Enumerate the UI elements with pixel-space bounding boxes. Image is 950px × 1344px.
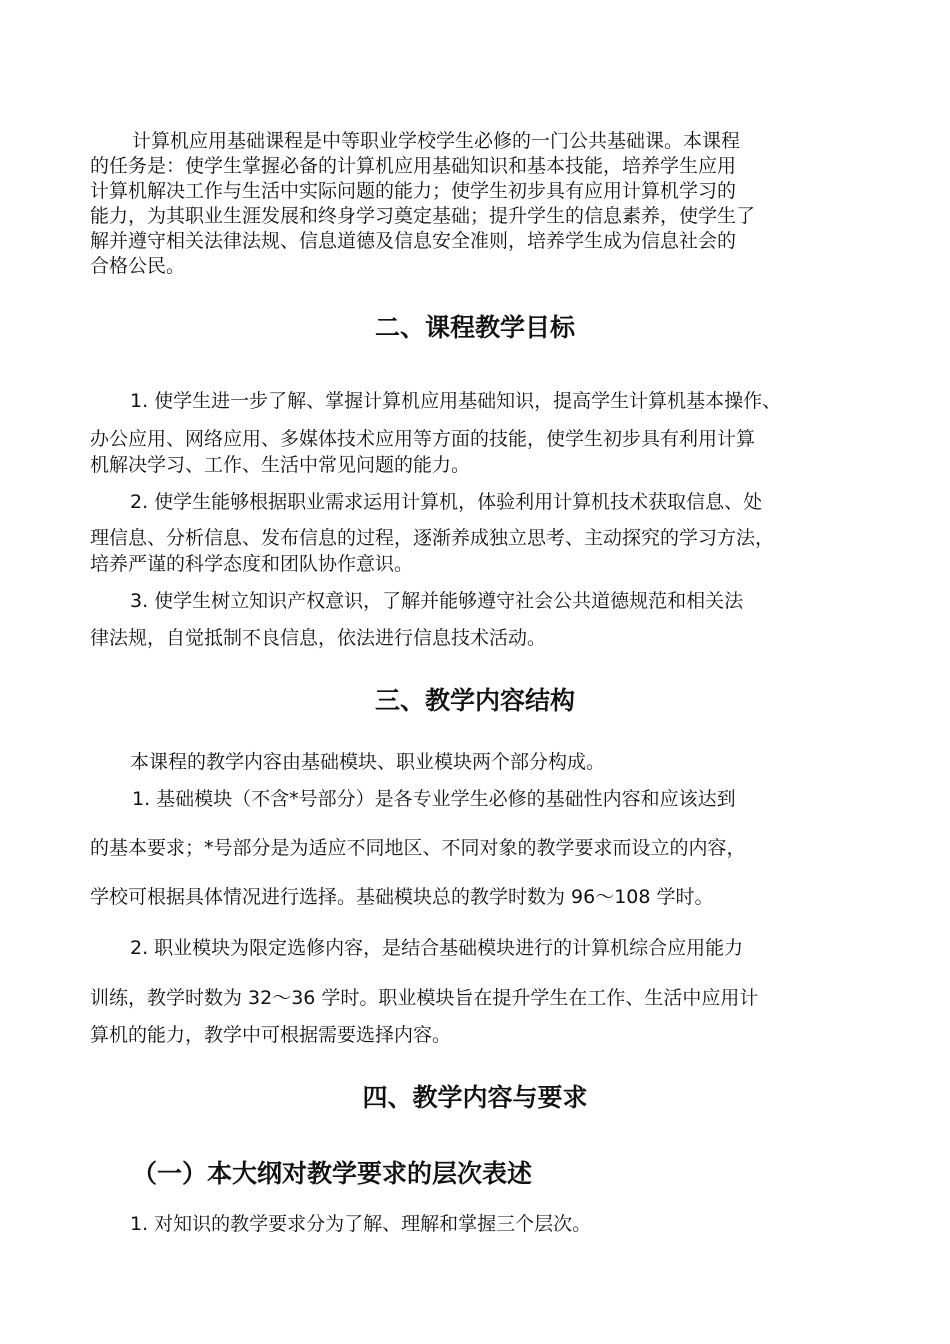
section-heading: 三、教学内容结构 [374,686,575,715]
text-line: 办公应用、网络应用、多媒体技术应用等方面的技能，使学生初步具有利用计算 [90,428,756,450]
text-line: 1. 基础模块（不含*号部分）是各专业学生必修的基础性内容和应该达到 [132,788,736,810]
text-line: 本课程的教学内容由基础模块、职业模块两个部分构成。 [130,751,606,773]
text-line: 解并遵守相关法律法规、信息道德及信息安全准则，培养学生成为信息社会的 [90,230,737,252]
text-line: 计算机应用基础课程是中等职业学校学生必修的一门公共基础课。本课程 [132,130,741,152]
text-line: 能力，为其职业生涯发展和终身学习奠定基础；提升学生的信息素养，使学生了 [90,205,756,227]
text-line: 的基本要求；*号部分是为适应不同地区、不同对象的教学要求而设立的内容， [90,837,746,859]
text-line: 3. 使学生树立知识产权意识，了解并能够遵守社会公共道德规范和相关法 [130,590,744,612]
text-line: 1. 对知识的教学要求分为了解、理解和掌握三个层次。 [130,1213,592,1235]
section-heading: 二、课程教学目标 [374,313,575,342]
text-line: 2. 使学生能够根据职业需求运用计算机，体验利用计算机技术获取信息、处 [130,491,763,513]
text-line: 算机的能力，教学中可根据需要选择内容。 [90,1024,452,1046]
section-heading: 四、教学内容与要求 [362,1083,588,1112]
text-line: 1. 使学生进一步了解、掌握计算机应用基础知识，提高学生计算机基本操作、 [130,390,782,412]
subsection-heading: （一）本大纲对教学要求的层次表述 [132,1159,533,1188]
text-line: 2. 职业模块为限定选修内容，是结合基础模块进行的计算机综合应用能力 [130,937,744,959]
text-line: 理信息、分析信息、发布信息的过程，逐渐养成独立思考、主动探究的学习方法， [90,527,775,549]
text-line: 机解决学习、工作、生活中常见问题的能力。 [90,454,471,476]
text-line: 计算机解决工作与生活中实际问题的能力；使学生初步具有应用计算机学习的 [90,180,737,202]
text-line: 培养严谨的科学态度和团队协作意识。 [90,553,414,575]
text-line: 律法规，自觉抵制不良信息，依法进行信息技术活动。 [90,627,547,649]
text-line: 学校可根据具体情况进行选择。基础模块总的教学时数为 96～108 学时。 [90,886,714,908]
text-line: 的任务是：使学生掌握必备的计算机应用基础知识和基本技能，培养学生应用 [90,155,737,177]
text-line: 合格公民。 [90,255,186,277]
text-line: 训练，教学时数为 32～36 学时。职业模块旨在提升学生在工作、生活中应用计 [90,987,759,1009]
